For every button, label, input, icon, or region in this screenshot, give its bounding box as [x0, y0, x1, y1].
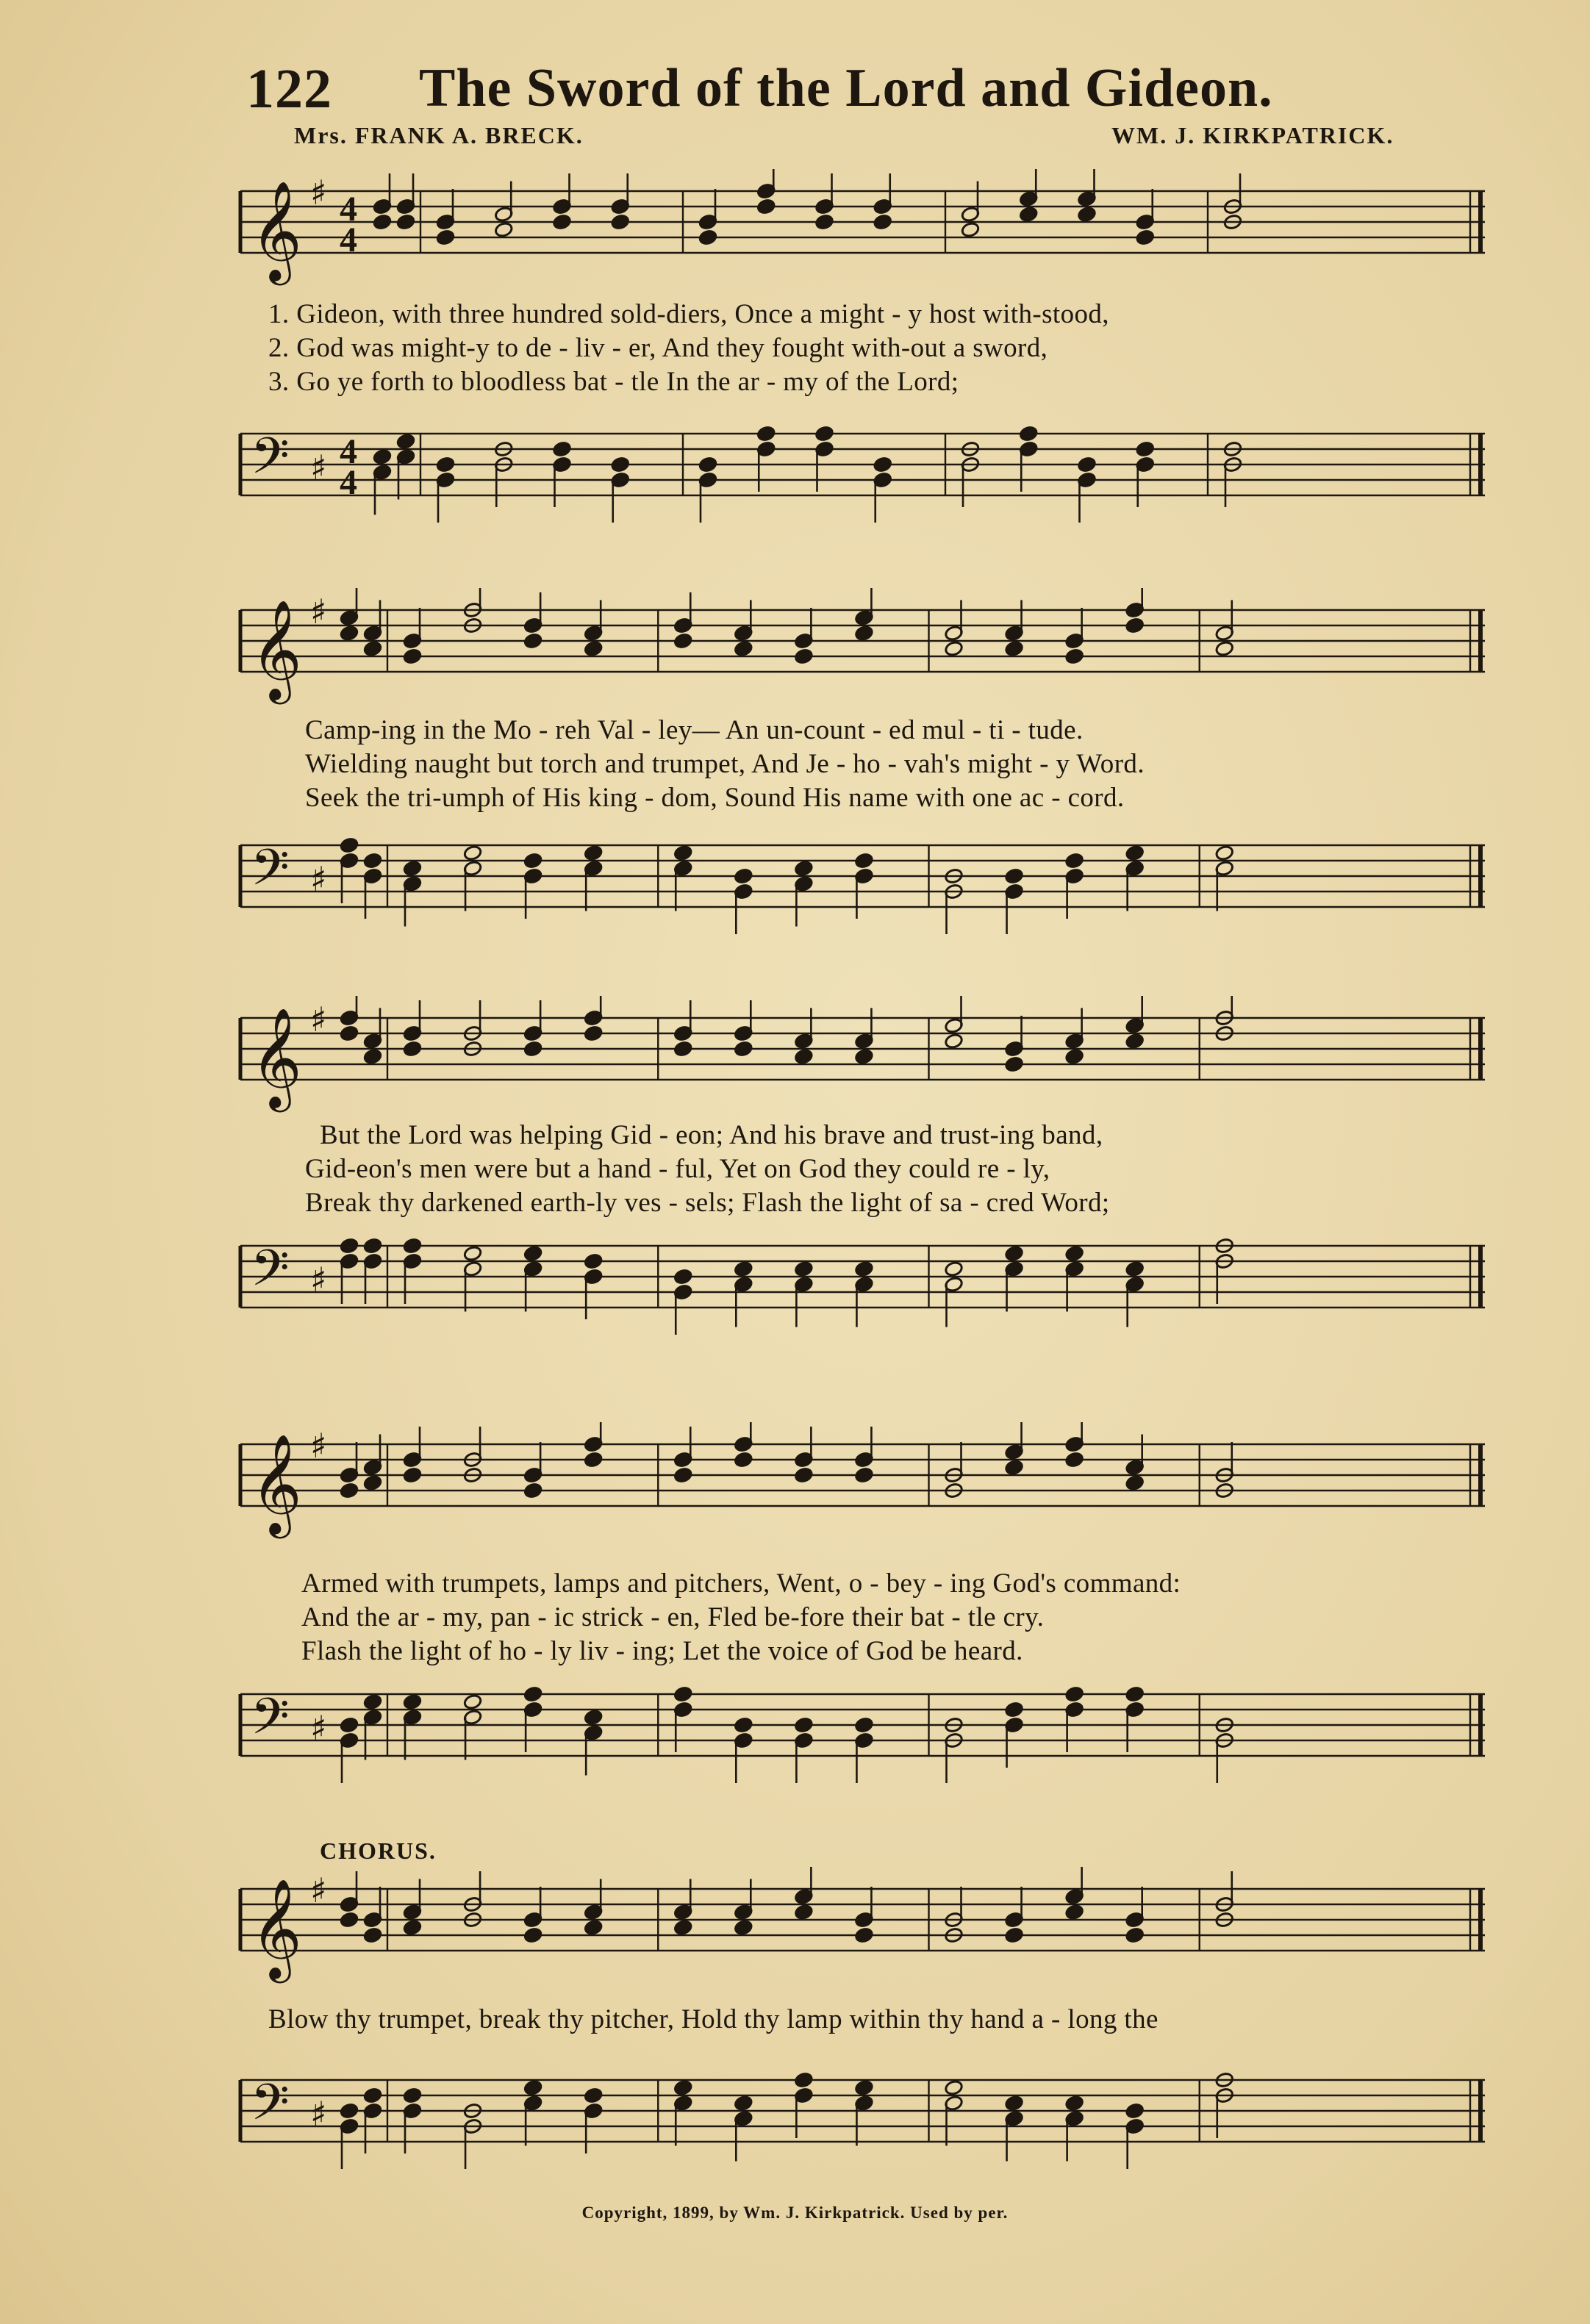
note-head	[523, 2079, 542, 2096]
note-head	[523, 1482, 542, 1499]
note-head	[584, 1919, 603, 1936]
note-head	[734, 1717, 753, 1734]
lyric-line-verse-2: And the ar - my, pan - ic strick - en, Fled be-fore their bat - tle cry.	[301, 1602, 1045, 1632]
music-system-2	[232, 588, 1496, 955]
note-head	[611, 214, 630, 231]
note-head	[1065, 2095, 1084, 2112]
lyric-line-verse-3: Seek the tri-umph of His king - dom, Sound His name with one ac - cord.	[305, 783, 1125, 813]
note-head	[854, 625, 873, 642]
note-head	[734, 1919, 753, 1936]
bass-staff	[232, 2058, 1496, 2176]
note-head	[1065, 1245, 1084, 1262]
note-head	[944, 2079, 963, 2096]
hymn-title: The Sword of the Lord and Gideon.	[419, 58, 1273, 118]
music-system-1	[232, 169, 1496, 551]
note-head	[1065, 1048, 1084, 1065]
music-system-chorus	[232, 1837, 1496, 2176]
note-head	[403, 1041, 422, 1058]
sharp-icon: ♯	[310, 1871, 327, 1910]
bass-clef-icon: 𝄢	[251, 2074, 290, 2144]
note-head	[1004, 1927, 1023, 1944]
note-head	[363, 1048, 382, 1065]
sharp-icon: ♯	[310, 1260, 327, 1299]
note-head	[1019, 426, 1038, 442]
note-head	[1065, 1452, 1084, 1468]
lyric-line-verse-3: Break thy darkened earth-ly ves - sels; Flash the light of sa - cred Word;	[305, 1188, 1110, 1218]
note-head	[673, 1269, 692, 1285]
note-head	[552, 441, 571, 458]
note-head	[794, 1904, 813, 1920]
note-head	[584, 1253, 603, 1270]
sharp-icon: ♯	[310, 448, 327, 487]
note-head	[698, 229, 717, 246]
note-head	[1125, 844, 1145, 861]
note-head	[1004, 1056, 1023, 1073]
note-head	[1125, 2103, 1145, 2120]
note-head	[523, 853, 542, 869]
note-head	[734, 1452, 753, 1468]
music-system-3	[232, 996, 1496, 1363]
note-head	[363, 1238, 382, 1255]
lyric-line-verse-1: 1. Gideon, with three hundred sold-diers, Once a might - y host with-stood,	[268, 299, 1109, 329]
lyric-line-verse-3: Flash the light of ho - ly liv - ing; Let the voice of God be heard.	[301, 1636, 1023, 1666]
note-head	[403, 1919, 422, 1936]
note-head	[523, 1245, 542, 1262]
note-head	[396, 214, 415, 231]
note-head	[1019, 206, 1038, 223]
note-head	[363, 1927, 382, 1944]
note-head	[673, 1919, 692, 1936]
note-head	[403, 860, 422, 877]
note-head	[363, 1693, 382, 1710]
note-head	[794, 860, 813, 877]
time-signature-top: 4	[340, 432, 357, 471]
note-head	[944, 1260, 963, 1277]
note-head	[854, 1048, 873, 1065]
note-head	[584, 2087, 603, 2104]
treble-clef-icon: 𝄞	[251, 598, 302, 700]
note-head	[794, 1048, 813, 1065]
note-head	[523, 633, 542, 650]
composer-credit: WM. J. KIRKPATRICK.	[1111, 122, 1394, 148]
note-head	[584, 1452, 603, 1468]
sharp-icon: ♯	[310, 1000, 327, 1039]
chorus-label: CHORUS.	[320, 1837, 437, 1864]
note-head	[794, 2072, 813, 2089]
note-head	[1004, 1701, 1023, 1718]
note-head	[403, 1693, 422, 1710]
note-head	[673, 1686, 692, 1703]
time-signature-bottom: 4	[340, 463, 357, 502]
bass-clef-icon: 𝄢	[251, 1688, 290, 1758]
note-head	[584, 640, 603, 657]
bass-staff	[232, 823, 1496, 941]
time-signature-top: 4	[340, 190, 357, 229]
note-head	[523, 1686, 542, 1703]
note-head	[673, 1041, 692, 1058]
treble-staff	[232, 1422, 1496, 1540]
note-head	[734, 1260, 753, 1277]
treble-clef-icon: 𝄞	[251, 1432, 302, 1534]
bass-clef-icon: 𝄢	[251, 1240, 290, 1310]
note-head	[552, 214, 571, 231]
note-head	[854, 1260, 873, 1277]
note-head	[1215, 640, 1234, 657]
note-head	[814, 214, 834, 231]
lyric-line-verse-2: Gid-eon's men were but a hand - ful, Yet on God they could re - ly,	[305, 1154, 1050, 1184]
treble-clef-icon: 𝄞	[251, 179, 302, 281]
note-head	[756, 198, 776, 215]
note-head	[463, 1245, 482, 1262]
note-head	[944, 640, 963, 657]
note-head	[436, 456, 455, 473]
bass-staff	[232, 1672, 1496, 1790]
treble-clef-icon: 𝄞	[251, 1006, 302, 1108]
bass-staff	[232, 1224, 1496, 1341]
note-head	[584, 1709, 603, 1726]
lyric-line-verse-1: Camp-ing in the Mo - reh Val - ley— An un-count - ed mul - ti - tude.	[305, 715, 1084, 745]
sharp-icon: ♯	[310, 859, 327, 899]
note-head	[1004, 1245, 1023, 1262]
note-head	[340, 625, 359, 642]
note-head	[734, 868, 753, 885]
note-head	[854, 2079, 873, 2096]
note-head	[961, 221, 980, 238]
note-head	[363, 853, 382, 869]
note-head	[1136, 441, 1155, 458]
note-head	[403, 1238, 422, 1255]
note-head	[673, 1467, 692, 1484]
bass-clef-icon: 𝄢	[251, 839, 290, 909]
note-head	[734, 640, 753, 657]
sharp-icon: ♯	[310, 1426, 327, 1466]
note-head	[854, 1927, 873, 1944]
note-head	[1065, 1904, 1084, 1920]
sharp-icon: ♯	[310, 1708, 327, 1748]
note-head	[436, 229, 455, 246]
note-head	[396, 433, 415, 450]
note-head	[340, 1482, 359, 1499]
note-head	[403, 648, 422, 665]
note-head	[1215, 844, 1234, 861]
note-head	[673, 844, 692, 861]
treble-staff	[232, 588, 1496, 706]
note-head	[584, 1025, 603, 1042]
note-head	[794, 1717, 813, 1734]
note-head	[584, 844, 603, 861]
note-head	[756, 426, 776, 442]
note-head	[363, 2087, 382, 2104]
note-head	[373, 214, 392, 231]
note-head	[523, 1927, 542, 1944]
note-head	[1125, 1260, 1145, 1277]
note-head	[734, 1041, 753, 1058]
note-head	[463, 1693, 482, 1710]
note-head	[1065, 853, 1084, 869]
note-head	[340, 2103, 359, 2120]
hymn-number: 122	[246, 58, 332, 120]
note-head	[340, 1912, 359, 1929]
lyric-line-verse-2: Wielding naught but torch and trumpet, And Je - ho - vah's might - y Word.	[305, 749, 1145, 779]
note-head	[340, 1025, 359, 1042]
note-head	[794, 1467, 813, 1484]
lyric-line-chorus: Blow thy trumpet, break thy pitcher, Hold thy lamp within thy hand a - long the	[268, 2004, 1159, 2034]
note-head	[340, 1238, 359, 1255]
note-head	[403, 1467, 422, 1484]
note-head	[1004, 640, 1023, 657]
note-head	[854, 853, 873, 869]
treble-staff	[232, 1867, 1496, 1984]
note-head	[1004, 868, 1023, 885]
note-head	[794, 1260, 813, 1277]
note-head	[340, 1717, 359, 1734]
lyric-line-verse-2: 2. God was might-y to de - liv - er, And they fought with-out a sword,	[268, 333, 1048, 363]
treble-staff	[232, 996, 1496, 1113]
note-head	[403, 2087, 422, 2104]
sharp-icon: ♯	[310, 173, 327, 212]
note-head	[944, 1033, 963, 1050]
note-head	[1136, 229, 1155, 246]
note-head	[1125, 1474, 1145, 1491]
sharp-icon: ♯	[310, 2094, 327, 2134]
note-head	[873, 214, 892, 231]
staff-lines	[240, 1018, 1485, 1080]
staff-lines	[240, 434, 1485, 495]
bass-staff	[232, 412, 1496, 529]
treble-clef-icon: 𝄞	[251, 1877, 302, 1979]
lyric-line-verse-1: Armed with trumpets, lamps and pitchers, Went, o - bey - ing God's command:	[301, 1568, 1181, 1599]
note-head	[1077, 206, 1096, 223]
lyric-line-verse-3: 3. Go ye forth to bloodless bat - tle In the ar - my of the Lord;	[268, 367, 959, 397]
note-head	[1125, 1033, 1145, 1050]
note-head	[1125, 1686, 1145, 1703]
note-head	[673, 2079, 692, 2096]
note-head	[373, 448, 392, 465]
note-head	[734, 2095, 753, 2112]
treble-staff	[232, 169, 1496, 287]
note-head	[611, 456, 630, 473]
note-head	[463, 844, 482, 861]
note-head	[363, 640, 382, 657]
note-head	[1065, 648, 1084, 665]
note-head	[1065, 1686, 1084, 1703]
author-credit: Mrs. FRANK A. BRECK.	[294, 122, 584, 148]
bass-clef-icon: 𝄢	[251, 428, 290, 498]
music-system-4	[232, 1422, 1496, 1790]
note-head	[854, 1717, 873, 1734]
note-head	[854, 1467, 873, 1484]
note-head	[494, 221, 513, 238]
copyright-notice: Copyright, 1899, by Wm. J. Kirkpatrick. Used by per.	[581, 2203, 1009, 2222]
note-head	[1125, 617, 1145, 634]
note-head	[814, 426, 834, 442]
note-head	[1004, 2095, 1023, 2112]
note-head	[873, 456, 892, 473]
note-head	[698, 456, 717, 473]
note-head	[673, 633, 692, 650]
note-head	[1077, 456, 1096, 473]
note-head	[523, 1041, 542, 1058]
note-head	[1004, 1459, 1023, 1476]
note-head	[363, 1474, 382, 1491]
note-head	[1125, 1927, 1145, 1944]
note-head	[794, 648, 813, 665]
staff-lines	[240, 1246, 1485, 1308]
time-signature-bottom: 4	[340, 220, 357, 259]
lyric-line-verse-1: But the Lord was helping Gid - eon; And his brave and trust-ing band,	[320, 1120, 1103, 1150]
note-head	[340, 837, 359, 854]
sharp-icon: ♯	[310, 592, 327, 631]
staff-lines	[240, 191, 1485, 253]
